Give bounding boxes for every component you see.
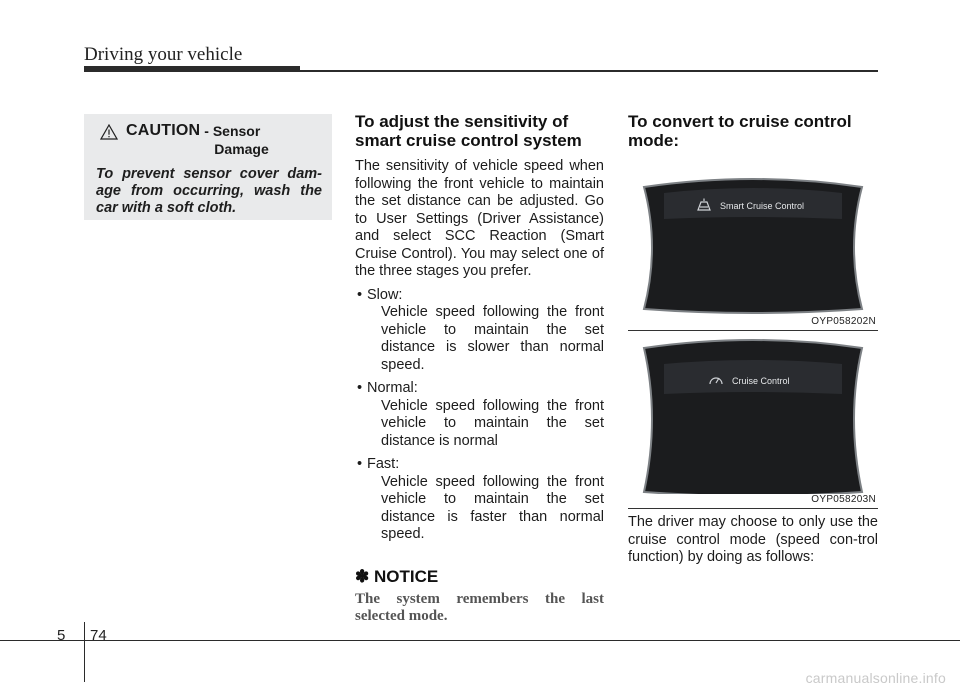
caution-subtitle-line2: Damage — [214, 141, 269, 157]
notice-title: ✽ NOTICE — [355, 566, 439, 586]
watermark: carmanualsonline.info — [805, 670, 946, 686]
cruise-convert-body: The driver may choose to only use the cruise control mode (speed con-trol function) by doing as follows: — [628, 514, 878, 565]
sensitivity-intro: The sensitivity of vehicle speed when following the front vehicle to maintain the set distance can be adjusted. Go to User Settings (Driver Assistance) and select SCC Reaction (Smart Cruise Control). You may select one of the three stages you prefer. — [355, 158, 604, 279]
cluster-image-cruise — [628, 334, 878, 505]
option-normal-desc: Vehicle speed following the front vehicle to maintain the set distance is normal — [381, 397, 604, 449]
sensitivity-heading-line1: To adjust the sensitivity of — [355, 112, 569, 131]
cluster-text-smart-cruise: Smart Cruise Control — [720, 201, 805, 211]
caution-label: CAUTION — [126, 122, 201, 139]
page-number: 74 — [90, 627, 107, 644]
sensitivity-heading-line2: smart cruise control system — [355, 131, 582, 150]
image-code-2: OYP058203N — [811, 494, 876, 505]
option-normal-label: • Normal: — [355, 380, 604, 398]
caution-body: To prevent sensor cover dam-age from occurring, wash the car with a soft cloth. — [96, 166, 322, 216]
option-fast-desc: Vehicle speed following the front vehicle to maintain the set distance is faster than normal speed. — [381, 473, 604, 542]
option-slow-desc: Vehicle speed following the front vehicle to maintain the set distance is slower than normal speed. — [381, 304, 604, 373]
cruise-speedometer-icon — [708, 372, 724, 388]
chapter-number: 5 — [57, 627, 66, 644]
caution-header — [96, 122, 322, 158]
caution-box — [84, 114, 332, 220]
middle-column — [355, 112, 604, 625]
cluster-display-screen — [628, 157, 878, 314]
cluster-text-cruise: Cruise Control — [732, 376, 790, 386]
section-title: Driving your vehicle — [84, 44, 243, 65]
header-rule-thick — [84, 66, 300, 72]
footer-divider — [84, 622, 85, 682]
cruise-convert-heading-line1: To convert to cruise control — [628, 112, 852, 131]
warning-triangle-icon — [100, 124, 118, 140]
cruise-convert-heading — [628, 112, 878, 150]
image-rule-1 — [628, 330, 878, 331]
image-code-1: OYP058202N — [811, 316, 876, 327]
caution-subtitle — [204, 122, 268, 158]
cluster-display-screen-2 — [628, 334, 878, 494]
sensitivity-heading — [355, 112, 604, 150]
notice-body: The system remembers the last selected mode. — [355, 591, 604, 624]
cruise-convert-heading-line2: mode: — [628, 131, 679, 150]
option-slow-label: • Slow: — [355, 287, 604, 305]
header-rule-thin — [300, 70, 878, 72]
footer-rule — [0, 640, 960, 641]
caution-subtitle-line1: - Sensor — [204, 123, 261, 139]
image-rule-2 — [628, 508, 878, 509]
cluster-image-smart-cruise — [628, 157, 878, 327]
option-fast-label: • Fast: — [355, 456, 604, 474]
smart-cruise-icon — [696, 198, 712, 214]
